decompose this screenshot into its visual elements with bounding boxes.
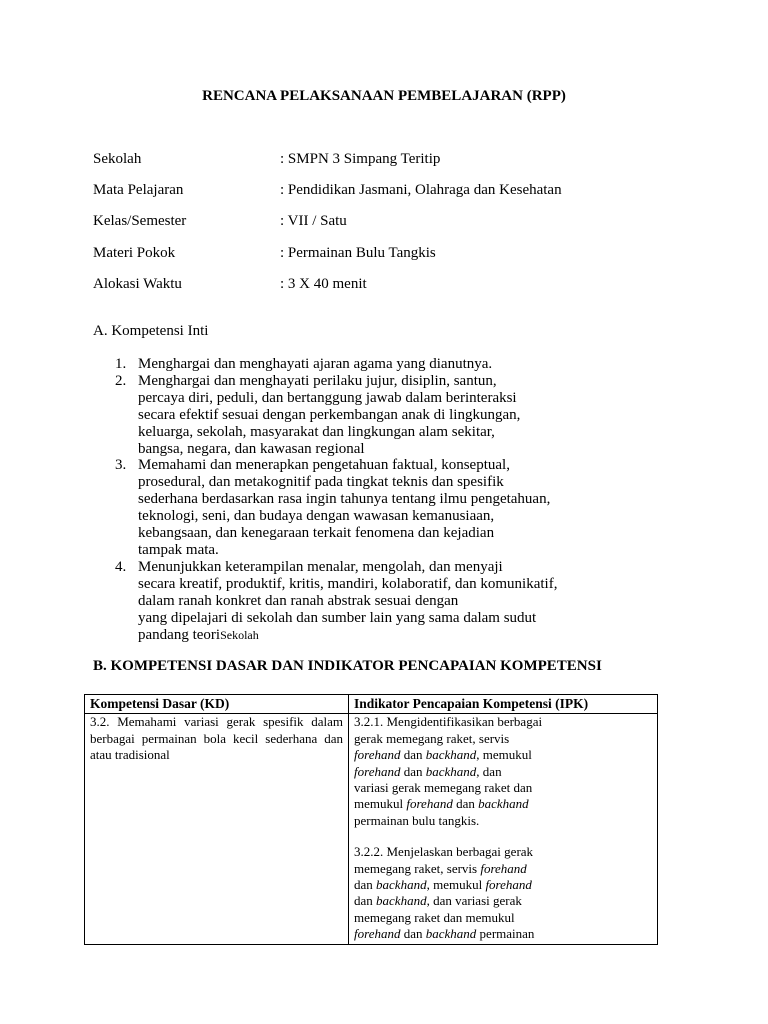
identity-label: Kelas/Semester: [93, 213, 187, 229]
term-backhand: backhand: [425, 763, 477, 779]
list-line: prosedural, dan metakognitif pada tingkat teknis dan spesifik: [138, 474, 504, 491]
identity-label: Mata Pelajaran: [93, 182, 184, 198]
term-backhand: backhand: [376, 877, 427, 893]
ipk-text: , memukul: [426, 877, 486, 893]
ipk-text: permainan: [476, 926, 535, 942]
ipk-line: [354, 877, 652, 893]
ipk-text: dan: [400, 763, 426, 779]
ipk-text: , dan variasi gerak: [426, 893, 522, 909]
table-row: [85, 714, 658, 944]
ipk-line: gerak memegang raket, servis: [354, 730, 510, 746]
ipk-text: dan: [354, 877, 377, 893]
term-forehand: forehand: [406, 796, 453, 812]
list-line: Memahami dan menerapkan pengetahuan faktual, konseptual,: [138, 457, 510, 474]
list-line: bangsa, negara, dan kawasan regional: [138, 440, 365, 457]
list-line: percaya diri, peduli, dan bertanggung jawab dalam berinteraksi: [138, 389, 517, 406]
identity-value: : Pendidikan Jasmani, Olahraga dan Kesehatan: [280, 182, 562, 198]
ipk-line: [354, 796, 652, 812]
ipk-indicator-2: [354, 844, 652, 942]
list-line: keluarga, sekolah, masyarakat dan lingkungan alam sekitar,: [138, 423, 495, 440]
ipk-text: , memukul: [476, 747, 532, 763]
ipk-line: [354, 861, 652, 877]
list-item: [115, 356, 595, 373]
list-line: sederhana berdasarkan rasa ingin tahunya tentang ilmu pengetahuan,: [138, 491, 551, 508]
table-header-row: [85, 695, 658, 714]
kd-cell: 3.2. Memahami variasi gerak spesifik dalam berbagai permainan bola kecil sederhana dan atau tradisional: [85, 714, 349, 944]
list-line-text: pandang teori: [138, 626, 221, 643]
list-item: [115, 373, 595, 458]
list-line: [138, 627, 595, 644]
ipk-line: [354, 893, 652, 909]
term-backhand: backhand: [425, 747, 477, 763]
ipk-line: memegang raket dan memukul: [354, 909, 515, 925]
term-forehand: forehand: [354, 763, 401, 779]
ipk-line: [354, 747, 652, 763]
list-line: kebangsaan, dan kenegaraan terkait fenomena dan kejadian: [138, 525, 495, 542]
list-line-suffix: Sekolah: [220, 627, 259, 642]
identity-value: : SMPN 3 Simpang Teritip: [280, 151, 441, 167]
competency-table: [84, 694, 658, 945]
identity-label: Materi Pokok: [93, 245, 176, 261]
term-backhand: backhand: [478, 796, 529, 812]
term-forehand: forehand: [354, 747, 401, 763]
ipk-text: dan: [354, 893, 377, 909]
list-number: 2.: [115, 372, 127, 389]
term-forehand: forehand: [354, 926, 401, 942]
section-a-heading: A. Kompetensi Inti: [93, 323, 209, 339]
list-line: secara kreatif, produktif, kritis, mandiri, kolaboratif, dan komunikatif,: [138, 575, 558, 592]
ipk-text: dan: [400, 747, 426, 763]
core-competency-list: [115, 356, 595, 643]
list-item: [115, 457, 595, 558]
identity-label: Alokasi Waktu: [93, 276, 182, 292]
column-header-kd: Kompetensi Dasar (KD): [85, 695, 349, 714]
ipk-line: 3.2.2. Menjelaskan berbagai gerak: [354, 844, 534, 860]
list-number: 3.: [115, 457, 127, 474]
ipk-text: memukul: [354, 796, 407, 812]
list-line: tampak mata.: [138, 541, 219, 558]
ipk-line: [354, 764, 652, 780]
list-item: [115, 559, 595, 644]
column-header-ipk: Indikator Pencapaian Kompetensi (IPK): [349, 695, 658, 714]
list-line: Menghargai dan menghayati ajaran agama yang dianutnya.: [138, 356, 493, 372]
ipk-text: memegang raket, servis: [354, 860, 481, 876]
ipk-line: permainan bulu tangkis.: [354, 812, 480, 828]
ipk-cell: [349, 714, 658, 944]
ipk-indicator-1: [354, 714, 652, 829]
list-line: teknologi, seni, dan budaya dengan wawasan kemanusiaan,: [138, 508, 495, 525]
list-line: Menghargai dan menghayati perilaku jujur, disiplin, santun,: [138, 372, 497, 389]
identity-label: Sekolah: [93, 151, 142, 167]
ipk-text: , dan: [476, 763, 502, 779]
identity-value: : 3 X 40 menit: [280, 276, 367, 292]
list-line: secara efektif sesuai dengan perkembangan anak di lingkungan,: [138, 406, 521, 423]
term-backhand: backhand: [425, 926, 477, 942]
list-number: 1.: [115, 356, 127, 372]
list-line: dalam ranah konkret dan ranah abstrak sesuai dengan: [138, 592, 459, 609]
document-title: RENCANA PELAKSANAAN PEMBELAJARAN (RPP): [202, 88, 566, 104]
ipk-line: variasi gerak memegang raket dan: [354, 780, 533, 796]
list-line: Menunjukkan keterampilan menalar, mengolah, dan menyaji: [138, 558, 503, 575]
list-line: yang dipelajari di sekolah dan sumber lain yang sama dalam sudut: [138, 609, 537, 626]
term-backhand: backhand: [376, 893, 427, 909]
term-forehand: forehand: [485, 877, 532, 893]
ipk-line: [354, 926, 652, 942]
ipk-text: dan: [400, 926, 426, 942]
ipk-line: 3.2.1. Mengidentifikasikan berbagai: [354, 714, 543, 730]
term-forehand: forehand: [480, 860, 527, 876]
ipk-text: dan: [452, 796, 479, 812]
list-number: 4.: [115, 558, 127, 575]
identity-value: : Permainan Bulu Tangkis: [280, 245, 436, 261]
identity-value: : VII / Satu: [280, 213, 347, 229]
section-b-heading: B. KOMPETENSI DASAR DAN INDIKATOR PENCAPAIAN KOMPETENSI: [93, 658, 602, 674]
